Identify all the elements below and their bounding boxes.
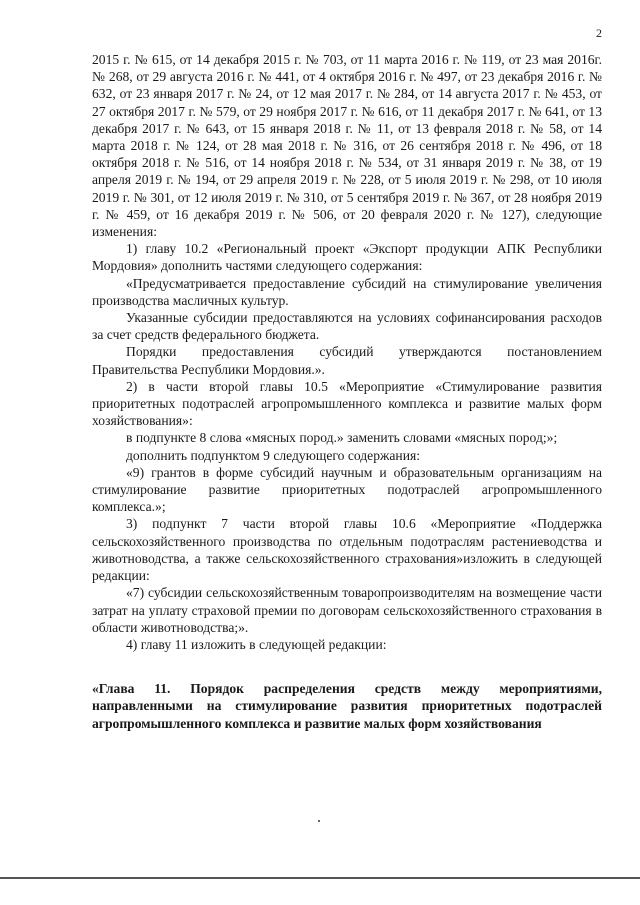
paragraph-quote-7: «7) субсидии сельскохозяйственным товаропроизводителям на возмещение части затрат на уплату страховой премии по договорам сельскохозяйственного страхования в области животноводства;». — [92, 585, 602, 635]
paragraph-amendment-list: 2015 г. № 615, от 14 декабря 2015 г. № 703, от 11 марта 2016 г. № 119, от 23 мая 2016г. № 268, от 29 августа 2016 г. № 441, от 4 октября 2016 г. № 497, от 23 декабря 2016 г. № 632, от 23 января 2017 г. № 24, от 12 мая 2017 г. № 284, от 14 августа 2017 г. № 453, от 27 октября 2017 г. № 579, от 29 ноября 2017 г. № 616, от 11 декабря 2017 г. № 641, от 13 декабря 2017 г. № 643, от 15 января 2018 г. № 11, от 13 февраля 2018 г. № 58, от 14 марта 2018 г. № 124, от 28 мая 2018 г. № 316, от 26 сентября 2018 г. № 496, от 18 октября 2018 г. № 516, от 14 ноября 2018 г. № 534, от 31 января 2019 г. № 38, от 19 апреля 2019 г. № 194, от 29 апреля 2019 г. № 228, от 5 июля 2019 г. № 298, от 10 июля 2019 г. № 301, от 12 июля 2019 г. № 310, от 5 сентября 2019 г. № 367, от 28 ноября 2019 г. № 459, от 16 декабря 2019 г. № 506, от 20 февраля 2020 г. № 127), следующие изменения: — [92, 52, 602, 240]
page-number: 2 — [596, 26, 602, 40]
paragraph-item-3: 3) подпункт 7 части второй главы 10.6 «Мероприятие «Поддержка сельскохозяйственного производства по отдельным подотраслям растениеводства и животноводства, а также сельскохозяйственного страхования»изложить в следующей редакции: — [92, 516, 602, 584]
paragraph-subitem-8: в подпункте 8 слова «мясных пород.» заменить словами «мясных пород;»; — [126, 430, 558, 446]
paragraph-quote-9: «9) грантов в форме субсидий научным и образовательным организациям на стимулирование развитие приоритетных подотраслей агропромышленного комплекса.»; — [92, 464, 602, 515]
scan-speck — [318, 820, 320, 822]
scan-edge-line — [0, 877, 640, 879]
paragraph-cofinancing: Указанные субсидии предоставляются на условиях софинансирования расходов за счет средств федерального бюджета. — [92, 310, 602, 343]
chapter-11-heading: «Глава 11. Порядок распределения средств между мероприятиями, направленными на стимулирование развития приоритетных подотраслей агропромышленного комплекса и развитие малых форм хозяйствования — [92, 681, 602, 731]
paragraph-item-1: 1) главу 10.2 «Региональный проект «Экспорт продукции АПК Республики Мордовия» дополнить частями следующего содержания: — [92, 241, 602, 274]
paragraph-add-subitem-9: дополнить подпунктом 9 следующего содержания: — [126, 447, 421, 463]
paragraph-procedures: Порядки предоставления субсидий утверждаются постановлением Правительства Республики Мордовия.». — [92, 344, 602, 377]
paragraph-quote-subsidies: «Предусматривается предоставление субсидий на стимулирование увеличения производства масличных культур. — [92, 275, 602, 308]
paragraph-item-4: 4) главу 11 изложить в следующей редакции: — [126, 636, 387, 652]
paragraph-item-2: 2) в части второй главы 10.5 «Мероприятие «Стимулирование развития приоритетных подотраслей агропромышленного комплекса и развитие малых форм хозяйствования»: — [92, 378, 602, 429]
document-body — [92, 51, 602, 732]
